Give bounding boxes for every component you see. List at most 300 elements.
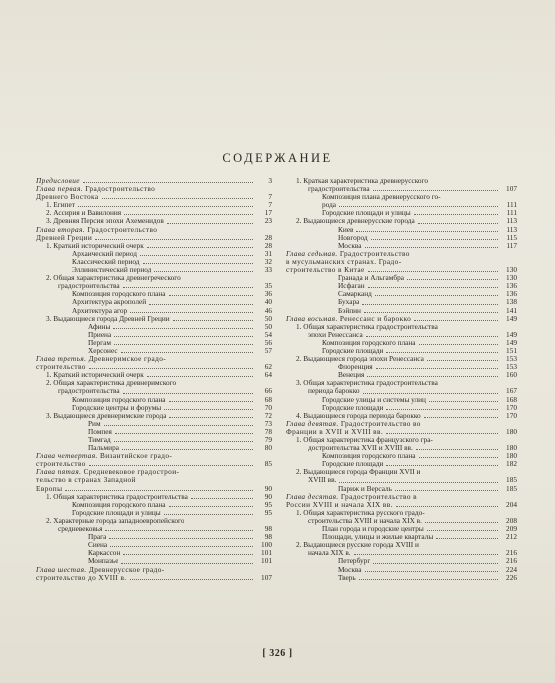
toc-entry-title [72, 266, 151, 274]
entry-text: Прага [88, 533, 107, 542]
dot-leader [169, 400, 254, 402]
toc-column-left [36, 177, 272, 582]
dot-leader [395, 489, 498, 491]
toc-page-number: 113 [506, 217, 517, 226]
dot-leader [130, 578, 253, 580]
toc-entry [286, 331, 517, 339]
toc-entry-title [338, 274, 404, 282]
entry-text: Площади, улицы и жилые кварталы [322, 533, 434, 542]
entry-text: Композиция городского плана [72, 395, 166, 404]
dot-leader [339, 481, 498, 483]
entry-text: Бэйпин [338, 306, 361, 315]
dot-leader [89, 464, 253, 466]
entry-text: 1. Краткий исторический очерк [46, 241, 144, 250]
toc-entry-title [338, 485, 392, 493]
toc-entry-title [36, 355, 166, 363]
chapter-label: Глава пятая. [36, 468, 82, 477]
dot-leader [376, 367, 498, 369]
dot-leader [365, 246, 498, 248]
toc-entry [286, 444, 517, 452]
toc-page-number: 185 [506, 476, 517, 485]
dot-leader [113, 327, 253, 329]
entry-text: Эллинистический период [72, 266, 152, 275]
toc-page-number: 90 [264, 484, 272, 493]
toc-entry [36, 549, 272, 557]
dot-leader [419, 343, 499, 345]
toc-entry-title [338, 566, 362, 574]
entry-text: Градостроительство во [340, 419, 421, 428]
entry-text: 2. Выдающиеся русские города XVIII и [296, 541, 419, 550]
toc-entry-title [36, 226, 157, 234]
toc-entry [286, 387, 517, 395]
toc-page-number: 115 [506, 233, 517, 242]
entry-text: Композиция городского плана [72, 500, 166, 509]
toc-entry-title [72, 258, 140, 266]
toc-entry [36, 485, 272, 493]
dot-leader [143, 262, 254, 264]
toc-entry [36, 525, 272, 533]
toc-page-number: 226 [506, 573, 517, 582]
dot-leader [164, 408, 253, 410]
toc-page-number: 138 [506, 298, 517, 307]
toc-entry [286, 420, 517, 428]
toc-entry-title [46, 242, 144, 250]
toc-entry [36, 396, 272, 404]
entry-text: градостроительства [58, 282, 120, 291]
dot-leader [368, 270, 498, 272]
toc-entry [286, 226, 517, 234]
dot-leader [114, 335, 253, 337]
toc-page-number: 160 [506, 371, 517, 380]
entry-text: Херсонес [88, 346, 118, 355]
entry-text: Городские площади [322, 460, 384, 469]
toc-entry-title [296, 217, 415, 225]
toc-entry-title [322, 347, 383, 355]
entry-text: Бухара [338, 298, 360, 307]
toc-entry [286, 258, 517, 266]
toc-entry [286, 485, 517, 493]
entry-text: Архаический период [72, 249, 137, 258]
toc-entry-title [338, 557, 370, 565]
toc-entry-title [296, 509, 425, 517]
toc-page-number: 56 [264, 338, 272, 347]
toc-entry-title [88, 331, 111, 339]
dot-leader [354, 553, 498, 555]
toc-entry [286, 525, 517, 533]
toc-entry-title [58, 282, 120, 290]
toc-entry-title [296, 323, 438, 331]
toc-entry [286, 185, 517, 193]
entry-text: Древнего Востока [36, 193, 99, 202]
entry-text: 4. Выдающиеся города периода барокко [296, 411, 421, 420]
toc-entry [36, 387, 272, 395]
toc-entry [286, 193, 517, 201]
dot-leader [89, 367, 253, 369]
toc-entry-title [36, 574, 127, 582]
entry-text: Сиена [88, 541, 108, 550]
toc-entry-title [322, 193, 441, 201]
dot-leader [83, 181, 253, 183]
entry-text: Композиция городского плана [322, 452, 416, 461]
entry-text: Классический период [72, 257, 140, 266]
toc-page-number: 85 [264, 460, 272, 469]
entry-text: Композиция плана древнерусского го- [322, 193, 441, 202]
toc-page-number: 70 [264, 403, 272, 412]
dot-leader [364, 311, 498, 313]
toc-entry [36, 436, 272, 444]
toc-page-number: 46 [264, 306, 272, 315]
toc-entry [36, 355, 272, 363]
dot-leader [191, 497, 253, 499]
toc-entry-title [286, 315, 411, 323]
entry-text: Древней Греции [36, 233, 93, 242]
chapter-label: Глава десятая. [286, 492, 339, 501]
toc-entry [286, 298, 517, 306]
toc-page-number: 204 [506, 500, 517, 509]
dot-leader [407, 278, 498, 280]
toc-entry-title [88, 323, 110, 331]
dot-leader [109, 537, 253, 539]
toc-entry-title [338, 226, 353, 234]
toc-page-number: 7 [268, 201, 272, 210]
entry-text: Градостроительство в [340, 492, 417, 501]
entry-text: Тимгад [88, 436, 111, 444]
toc-page-number: 182 [506, 460, 517, 469]
toc-page-number: 73 [264, 419, 272, 428]
toc-entry-title [36, 193, 99, 201]
toc-entry [36, 363, 272, 371]
toc-entry [36, 234, 272, 242]
toc-page-number: 208 [506, 516, 517, 525]
toc-page-number: 185 [506, 484, 517, 493]
toc-entry-title [88, 549, 120, 557]
dot-leader [169, 416, 253, 418]
toc-entry-title [286, 266, 365, 274]
dot-leader [386, 464, 498, 466]
toc-entry [36, 290, 272, 298]
toc-entry [36, 404, 272, 412]
entry-text: Москва [338, 241, 362, 250]
dot-leader [110, 545, 253, 547]
toc-entry-title [72, 290, 166, 298]
toc-entry-title [72, 501, 166, 509]
dot-leader [363, 392, 498, 394]
toc-page-number: 40 [264, 298, 272, 307]
toc-entry-title [322, 201, 336, 209]
toc-entry [36, 557, 272, 565]
entry-text: Петербург [338, 557, 371, 566]
toc-entry [36, 209, 272, 217]
entry-text: 2. Общая характеристика древнеримского [46, 379, 177, 388]
entry-text: Городские площади [322, 403, 384, 412]
entry-text: Архитектура агор [72, 306, 128, 315]
entry-text: градостроительства [58, 387, 120, 396]
toc-page-number: 32 [264, 257, 272, 266]
toc-entry-title [286, 493, 417, 501]
toc-page-number: 3 [268, 177, 272, 185]
toc-entry-title [286, 428, 383, 436]
entry-text: в мусульманских странах. Градо- [286, 257, 402, 266]
toc-entry-title [308, 444, 413, 452]
entry-text: Пергам [88, 338, 112, 347]
toc-entry-title [46, 412, 166, 420]
entry-text: 2. Общая характеристика древнегреческого [46, 274, 181, 283]
toc-entry-title [36, 177, 80, 185]
toc-page-number: 216 [506, 549, 517, 558]
toc-page-number: 79 [264, 436, 272, 444]
toc-entry-title [88, 444, 119, 452]
toc-page-number: 23 [264, 217, 272, 226]
entry-text: России XVIII и начала XIX вв. [286, 500, 393, 509]
toc-entry-title [72, 396, 166, 404]
dot-leader [359, 578, 498, 580]
dot-leader [418, 222, 498, 224]
dot-leader [173, 319, 253, 321]
dot-leader [386, 351, 498, 353]
toc-entry [36, 331, 272, 339]
toc-entry-title [36, 452, 172, 460]
toc-entry [286, 347, 517, 355]
toc-entry [36, 185, 272, 193]
toc-column-right [286, 177, 517, 582]
toc-page-number: 95 [264, 500, 272, 509]
toc-page-number: 149 [506, 314, 517, 323]
toc-page-number: 111 [506, 209, 517, 218]
entry-text: эпохи Ренессанса [308, 330, 363, 339]
dot-leader [356, 230, 498, 232]
entry-text: Византийское градо- [99, 452, 173, 461]
entry-text: 1. Общая характеристика французского гра- [296, 436, 433, 444]
toc-entry-title [296, 355, 424, 363]
toc-entry [36, 315, 272, 323]
toc-entry [286, 493, 517, 501]
entry-text: 3. Выдающиеся города Древней Греции [46, 314, 170, 323]
dot-leader [140, 254, 253, 256]
toc-entry-title [296, 541, 419, 549]
entry-text: Городские улицы и системы улиц [322, 395, 426, 404]
toc-entry [286, 566, 517, 574]
dot-leader [164, 513, 253, 515]
toc-page-number: 224 [506, 565, 517, 574]
toc-page-number: 57 [264, 346, 272, 355]
toc-page-number: 28 [264, 241, 272, 250]
toc-page-number: 17 [264, 209, 272, 218]
toc-entry [36, 298, 272, 306]
toc-entry-title [36, 234, 92, 242]
toc-entry [36, 452, 272, 460]
toc-entry [286, 468, 517, 476]
entry-text: рода [322, 201, 337, 210]
entry-text: 3. Древняя Персия эпохи Ахеменидов [46, 217, 164, 226]
entry-text: достроительства XVII и XVIII вв. [308, 444, 413, 453]
dot-leader [114, 343, 253, 345]
toc-entry-title [88, 557, 118, 565]
dot-leader [368, 286, 498, 288]
dot-leader [424, 416, 498, 418]
dot-leader [123, 553, 253, 555]
dot-leader [362, 303, 498, 305]
toc-page-number: 80 [264, 444, 272, 453]
toc-page-number: 90 [264, 492, 272, 501]
toc-page-number: 141 [506, 306, 517, 315]
entry-text: Древнерусское градо- [88, 565, 165, 574]
dot-leader [123, 286, 253, 288]
dot-leader [114, 440, 253, 442]
toc-entry [36, 444, 272, 452]
toc-entry-title [322, 533, 433, 541]
entry-text: 1. Египет [46, 201, 75, 210]
toc-entry-title [46, 371, 144, 379]
entry-text: 2. Выдающиеся города эпохи Ренессанса [296, 355, 424, 364]
entry-text: 3. Выдающиеся древнеримские города [46, 411, 167, 420]
toc-entry-title [46, 201, 75, 209]
entry-text: 2. Характерные города западноевропейского [46, 516, 185, 525]
toc-entry-title [308, 185, 370, 193]
toc-entry-title [36, 566, 165, 574]
toc-entry-title [338, 282, 365, 290]
toc-page-number: 50 [264, 322, 272, 331]
entry-text: начала XIX в. [308, 549, 351, 558]
entry-text: Градостроительство [87, 225, 158, 234]
dot-leader [425, 521, 498, 523]
toc-entry-title [286, 250, 410, 258]
toc-entry [36, 428, 272, 436]
toc-entry [286, 363, 517, 371]
entry-text: 1. Краткий исторический очерк [46, 371, 144, 380]
toc-entry [36, 201, 272, 209]
toc-entry-title [338, 307, 361, 315]
toc-entry [286, 533, 517, 541]
toc-entry [286, 217, 517, 225]
entry-text: Древнеримское градо- [88, 355, 167, 364]
dot-leader [386, 408, 498, 410]
toc-entry [286, 460, 517, 468]
toc-entry [286, 250, 517, 258]
toc-page-number: 98 [264, 533, 272, 542]
entry-text: 2. Выдающиеся города Франции XVII и [296, 468, 421, 477]
toc-entry [36, 517, 272, 525]
toc-entry-title [296, 468, 420, 476]
toc-entry-title [308, 549, 351, 557]
toc-entry [286, 209, 517, 217]
toc-entry [36, 177, 272, 185]
entry-text: 2. Ассирия и Вавилония [46, 209, 122, 218]
toc-entry-title [46, 493, 188, 501]
chapter-label: Глава девятая. [286, 419, 339, 428]
toc-entry [36, 217, 272, 225]
dot-leader [169, 505, 254, 507]
toc-page-number: 212 [506, 533, 517, 542]
page-number: [ 326 ] [262, 648, 293, 659]
toc-entry-title [338, 371, 364, 379]
toc-page-number: 113 [506, 225, 517, 234]
toc-entry [36, 420, 272, 428]
dot-leader [373, 189, 498, 191]
toc-entry [286, 501, 517, 509]
entry-text: строительство в Китае [286, 266, 365, 275]
toc-entry-title [338, 234, 368, 242]
entry-text: 2. Выдающиеся древнерусские города [296, 217, 415, 226]
dot-leader [78, 205, 253, 207]
toc-page-number: 136 [506, 282, 517, 291]
toc-entry-title [308, 517, 422, 525]
toc-page-number: 167 [506, 387, 517, 396]
toc-entry-title [308, 476, 336, 484]
toc-page-number: 62 [264, 363, 272, 372]
toc-page-number: 98 [264, 525, 272, 534]
toc-entry [36, 339, 272, 347]
entry-text: Пальмира [88, 444, 119, 453]
toc-entry [36, 226, 272, 234]
toc-entry [36, 266, 272, 274]
toc-entry-title [36, 485, 62, 493]
toc-entry-title [322, 339, 416, 347]
toc-page-number: 180 [506, 452, 517, 461]
entry-text: Городские площади [322, 346, 384, 355]
toc-entry-title [296, 379, 438, 387]
toc-entry-title [58, 525, 102, 533]
page-title: СОДЕРЖАНИЕ [222, 151, 333, 165]
entry-text: Ренессанс и барокко [339, 314, 412, 323]
toc-entry-title [296, 436, 433, 444]
entry-text: Венеция [338, 371, 365, 380]
toc-entry-title [338, 242, 362, 250]
dot-leader [367, 375, 498, 377]
entry-text: Гранада и Альгамбра [338, 274, 404, 283]
toc-entry [286, 307, 517, 315]
toc-entry-title [58, 387, 120, 395]
dot-leader [122, 448, 253, 450]
entry-text: Франции в XVII и XVIII вв. [286, 427, 384, 436]
toc-entry [286, 574, 517, 582]
entry-text: средневековья [58, 525, 103, 534]
toc-entry-title [286, 420, 421, 428]
toc-page-number: 170 [506, 403, 517, 412]
toc-entry [36, 476, 272, 484]
toc-entry [286, 404, 517, 412]
toc-page-number: 68 [264, 395, 272, 404]
toc-entry-title [296, 412, 421, 420]
toc-page-number: 149 [506, 338, 517, 347]
toc-entry-title [338, 298, 359, 306]
toc-entry-title [338, 363, 373, 371]
toc-page-number: 170 [506, 411, 517, 420]
toc-entry [286, 412, 517, 420]
dot-leader [169, 294, 254, 296]
toc-entry [286, 355, 517, 363]
toc-entry-title [72, 298, 146, 306]
dot-leader [427, 529, 498, 531]
toc-entry-title [322, 396, 426, 404]
toc-entry [286, 452, 517, 460]
toc-page-number: 35 [264, 282, 272, 291]
toc-entry-title [322, 525, 424, 533]
toc-entry [286, 315, 517, 323]
toc-page-number: 130 [506, 266, 517, 275]
toc-page-number: 101 [261, 557, 272, 566]
entry-text: строительство до XVIII в. [36, 573, 127, 582]
toc-entry-title [88, 347, 118, 355]
entry-text: Самарканд [338, 290, 372, 299]
dot-leader [104, 424, 253, 426]
entry-text: Париж и Версаль [338, 484, 393, 493]
entry-text: Композиция городского плана [322, 338, 416, 347]
chapter-label: Глава шестая. [36, 565, 87, 574]
toc-page-number: 180 [506, 427, 517, 436]
toc-entry [36, 509, 272, 517]
chapter-label: Глава вторая. [36, 225, 86, 234]
toc-entry [36, 541, 272, 549]
